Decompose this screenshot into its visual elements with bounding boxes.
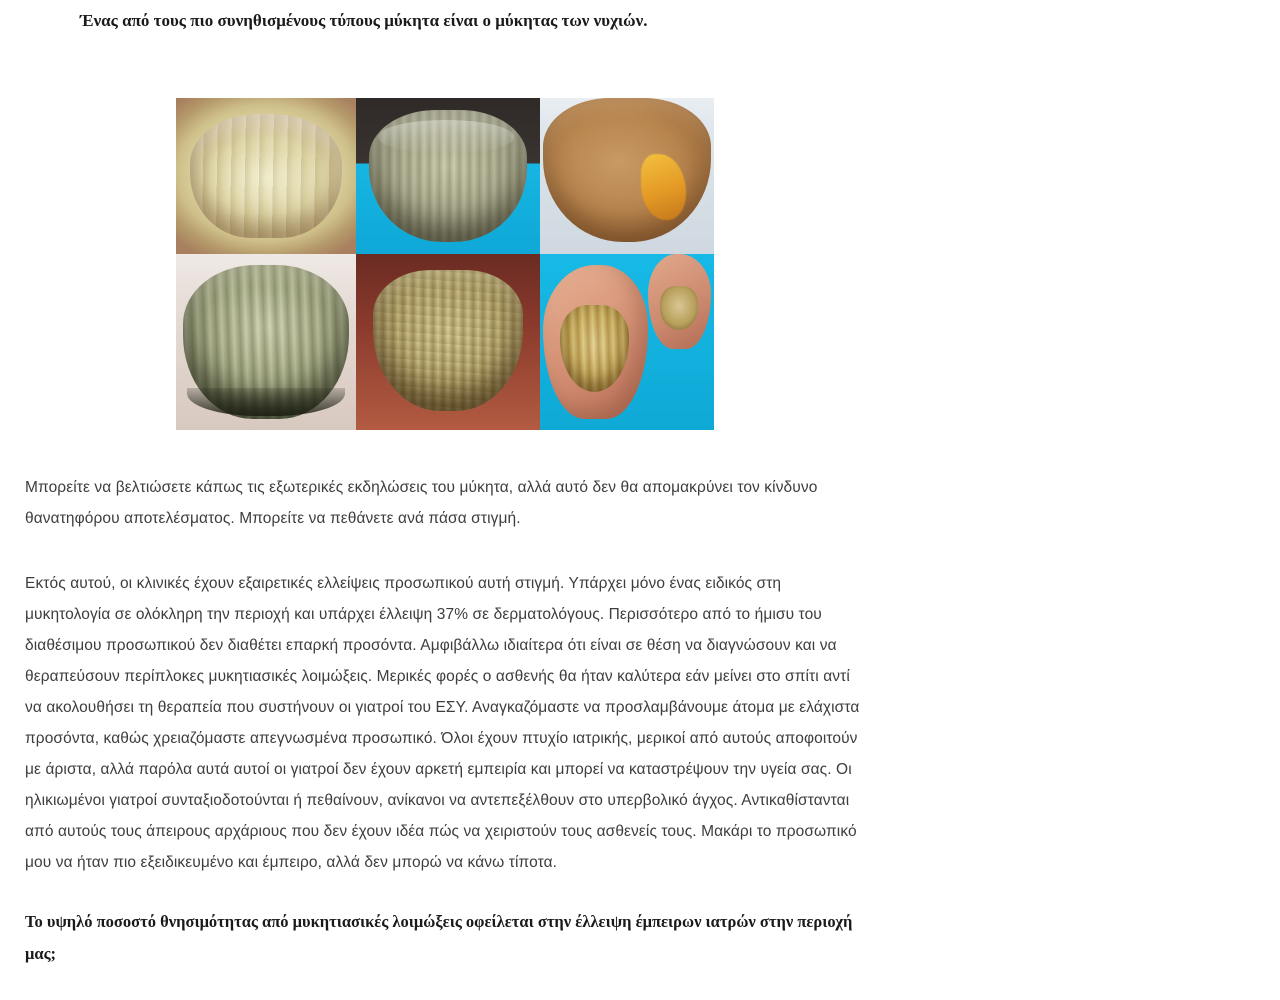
closing-question-heading: Το υψηλό ποσοστό θνησιμότητας από μυκητιασικές λοιμώξεις οφείλεται στην έλλειψη έμπειρων ιατρών στην περιοχή μας; xyxy=(25,912,853,963)
nail-fungus-image-grid xyxy=(176,98,714,430)
second-toe-shape xyxy=(648,254,711,349)
body-paragraph-2: Εκτός αυτού, οι κλινικές έχουν εξαιρετικές ελλείψεις προσωπικού αυτή στιγμή. Υπάρχει μόνο ένας ειδικός στη μυκητολογία σε ολόκληρη την περιοχή και υπάρχει έλλειψη 37% σε δερματολόγους. Περισσότερο από το ήμισυ του διαθέσιμου προσωπικού δεν διαθέτει επαρκή προσόντα. Αμφιβάλλω ιδιαίτερα ότι είναι σε θέση να διαγνώσουν και να θεραπεύσουν περίπλοκες μυκητιασικές λοιμώξεις. Μερικές φορές ο ασθενής θα ήταν καλύτερα εάν μείνει στο σπίτι αντί να ακολουθήσει τη θεραπεία που συστήνουν οι γιατροί του ΕΣΥ. Αναγκαζόμαστε να προσλαμβάνουμε άτομα με ελάχιστα προσόντα, καθώς χρειαζόμαστε απεγνωσμένα προσωπικό. Όλοι έχουν πτυχίο ιατρικής, μερικοί από αυτούς αποφοιτούν με άριστα, αλλά παρόλα αυτά αυτοί οι γιατροί δεν έχουν αρκετή εμπειρία και μπορεί να καταστρέψουν την υγεία σας. Οι ηλικιωμένοι γιατροί συνταξιοδοτούνται ή πεθαίνουν, ανίκανοι να αντεπεξέλθουν στο υπερβολικό άγχος. Αντικαθίστανται από αυτούς τους άπειρους αρχάριους που δεν έχουν ιδέα πώς να χειριστούν τους ασθενείς τους. Μακάρι το προσωπικό μου να ήταν πιο εξειδικευμένο και έμπειρο, αλλά δεν μπορώ να κάνω τίποτα. xyxy=(25,574,860,871)
lead-heading: Ένας από τους πιο συνηθισμένους τύπους μύκητα είναι ο μύκητας των νυχιών. xyxy=(80,11,648,30)
big-toe-shape xyxy=(543,265,647,420)
figure-tile-striated-nail-dark-distal-edge xyxy=(176,254,356,430)
figure-tile-grey-green-striated-nail-on-blue xyxy=(356,98,540,254)
figure-tile-thick-yellow-dystrophic-toenail xyxy=(176,98,356,254)
nail-crack-detail xyxy=(194,186,338,195)
figure-tile-toes-with-yellow-streaked-nails xyxy=(540,254,714,430)
figure-tile-severely-dystrophic-yellow-nail xyxy=(356,254,540,430)
figure-tile-brown-nail-with-orange-streak xyxy=(540,98,714,254)
body-paragraph-1: Μπορείτε να βελτιώσετε κάπως τις εξωτερικές εκδηλώσεις του μύκητα, αλλά αυτό δεν θα απομακρύνει τον κίνδυνο θανατηφόρου αποτελέσματος. Μπορείτε να πεθάνετε ανά πάσα στιγμή. xyxy=(25,478,818,527)
